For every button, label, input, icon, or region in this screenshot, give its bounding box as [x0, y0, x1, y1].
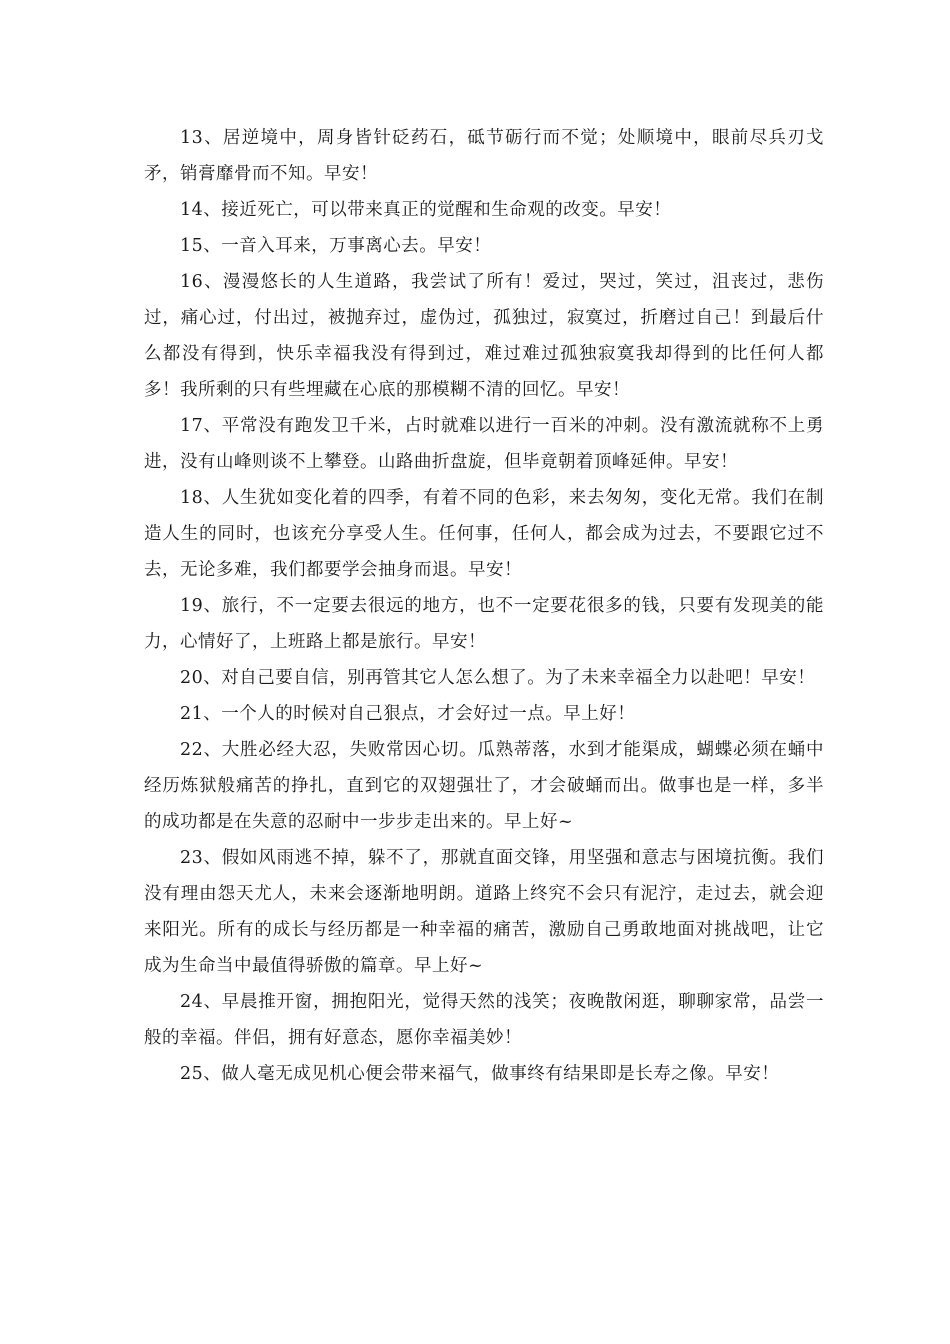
paragraph-22: 22、大胜必经大忍，失败常因心切。瓜熟蒂落，水到才能渠成，蝴蝶必须在蛹中经历炼狱般痛苦的挣扎，直到它的双翅强壮了，才会破蛹而出。做事也是一样，多半的成功都是在失意的忍耐中一步步走出来的。早上好~ — [144, 740, 824, 832]
paragraph-24: 24、早晨推开窗，拥抱阳光，觉得天然的浅笑；夜晚散闲逛，聊聊家常，品尝一般的幸福。伴侣，拥有好意态，愿你幸福美妙！ — [144, 992, 824, 1048]
paragraph-18: 18、人生犹如变化着的四季，有着不同的色彩，来去匆匆，变化无常。我们在制造人生的同时，也该充分享受人生。任何事，任何人，都会成为过去，不要跟它过不去，无论多难，我们都要学会抽身而退。早安！ — [144, 488, 824, 580]
paragraph-20: 20、对自己要自信，别再管其它人怎么想了。为了未来幸福全力以赴吧！早安！ — [180, 668, 816, 688]
paragraph-15: 15、一音入耳来，万事离心去。早安！ — [180, 236, 492, 256]
paragraph-17: 17、平常没有跑发卫千米，占时就难以进行一百米的冲刺。没有激流就称不上勇进，没有山峰则谈不上攀登。山路曲折盘旋，但毕竟朝着顶峰延伸。早安！ — [144, 416, 824, 472]
paragraph-23: 23、假如风雨逃不掉，躲不了，那就直面交锋，用坚强和意志与困境抗衡。我们没有理由怨天尤人，未来会逐渐地明朗。道路上终究不会只有泥泞，走过去，就会迎来阳光。所有的成长与经历都是一种幸福的痛苦，激励自己勇敢地面对挑战吧，让它成为生命当中最值得骄傲的篇章。早上好~ — [144, 848, 824, 976]
paragraph-13: 13、居逆境中，周身皆针砭药石，砥节砺行而不觉；处顺境中，眼前尽兵刃戈矛，销膏靡骨而不知。早安！ — [144, 128, 824, 184]
paragraph-16: 16、漫漫悠长的人生道路，我尝试了所有！爱过，哭过，笑过，沮丧过，悲伤过，痛心过，付出过，被抛弃过，虚伪过，孤独过，寂寞过，折磨过自己！到最后什么都没有得到，快乐幸福我没有得到过，难过难过孤独寂寞我却得到的比任何人都多！我所剩的只有些埋藏在心底的那模糊不清的回忆。早安！ — [144, 272, 824, 400]
paragraph-25: 25、做人毫无成见机心便会带来福气，做事终有结果即是长寿之像。早安！ — [180, 1064, 780, 1084]
paragraph-19: 19、旅行，不一定要去很远的地方，也不一定要花很多的钱，只要有发现美的能力，心情好了，上班路上都是旅行。早安！ — [144, 596, 824, 652]
document-body — [144, 120, 824, 1092]
paragraph-21: 21、一个人的时候对自己狠点，才会好过一点。早上好！ — [180, 704, 636, 724]
paragraph-14: 14、接近死亡，可以带来真正的觉醒和生命观的改变。早安！ — [180, 200, 672, 220]
